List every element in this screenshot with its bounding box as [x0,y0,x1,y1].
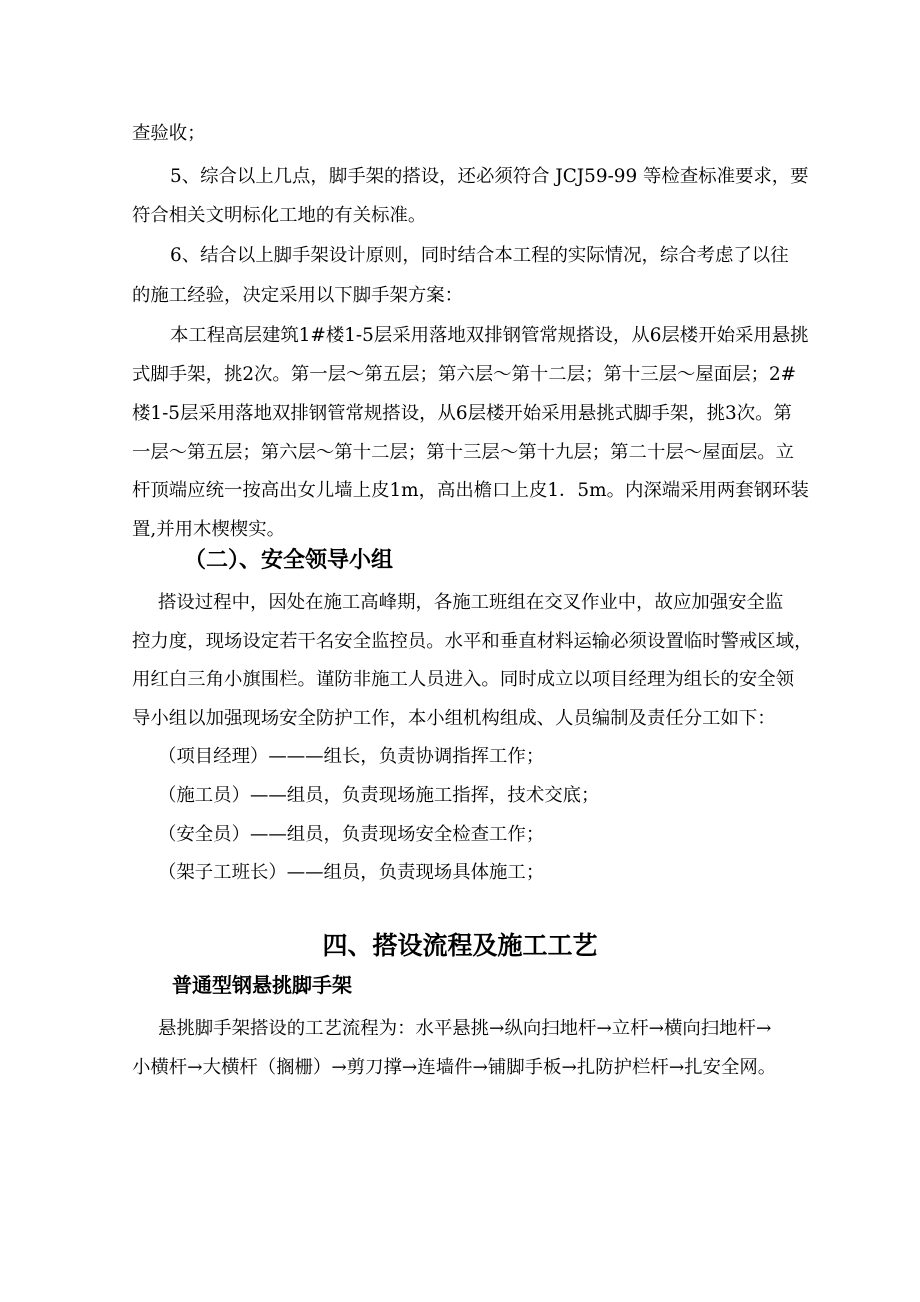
flow-line-2: 小横杆→大横杆（搁栅）→剪刀撑→连墙件→铺脚手板→扎防护栏杆→扎安全网。 [132,1057,777,1078]
role-project-manager: （项目经理）———组长，负责协调指挥工作； [158,746,545,767]
plan-line-6: 置,并用木楔楔实。 [132,519,285,540]
section-two-line-1: 搭设过程中，因处在施工高峰期，各施工班组在交叉作业中，故应加强安全监 [158,592,784,613]
paragraph-6-line-2: 的施工经验，决定采用以下脚手架方案： [132,285,464,306]
section-four-subheading: 普通型钢悬挑脚手架 [172,973,352,997]
plan-line-2: 式脚手架，挑2次。第一层～第五层；第六层～第十二层；第十三层～屋面层；2# [132,364,797,385]
section-two-heading: （二）、安全领导小组 [184,548,394,573]
plan-line-1: 本工程高层建筑1#楼1-5层采用落地双排钢管常规搭设，从6层楼开始采用悬挑 [170,325,809,346]
plan-line-4: 一层～第五层；第六层～第十二层；第十三层～第十九层；第二十层～屋面层。立 [132,442,795,463]
paragraph-5-line-1: 5、综合以上几点，脚手架的搭设，还必须符合 JCJ59-99 等检查标准要求，要 [170,166,809,187]
role-scaffold-foreman: （架子工班长）——组员，负责现场具体施工； [158,862,545,883]
section-four-heading: 四、搭设流程及施工工艺 [322,931,598,960]
section-two-line-3: 用红白三角小旗围栏。谨防非施工人员进入。同时成立以项目经理为组长的安全领 [132,669,795,690]
prev-paragraph-tail: 查验收； [132,123,206,144]
role-construction-worker: （施工员）——组员，负责现场施工指挥，技术交底； [158,785,600,806]
section-two-line-4: 导小组以加强现场安全防护工作，本小组机构组成、人员编制及责任分工如下： [132,708,776,729]
paragraph-5-line-2: 符合相关文明标化工地的有关标准。 [132,205,427,226]
flow-line-1: 悬挑脚手架搭设的工艺流程为：水平悬挑→纵向扫地杆→立杆→横向扫地杆→ [158,1018,772,1039]
paragraph-6-line-1: 6、结合以上脚手架设计原则，同时结合本工程的实际情况，综合考虑了以往 [170,245,789,266]
plan-line-3: 楼1-5层采用落地双排钢管常规搭设，从6层楼开始采用悬挑式脚手架，挑3次。第 [132,403,792,424]
plan-line-5: 杆顶端应统一按高出女儿墙上皮1m，高出檐口上皮1．5m。内深端采用两套钢环装 [132,480,809,501]
section-two-line-2: 控力度，现场设定若干名安全监控员。水平和垂直材料运输必须设置临时警戒区域， [132,631,813,652]
role-safety-officer: （安全员）——组员，负责现场安全检查工作； [158,824,545,845]
